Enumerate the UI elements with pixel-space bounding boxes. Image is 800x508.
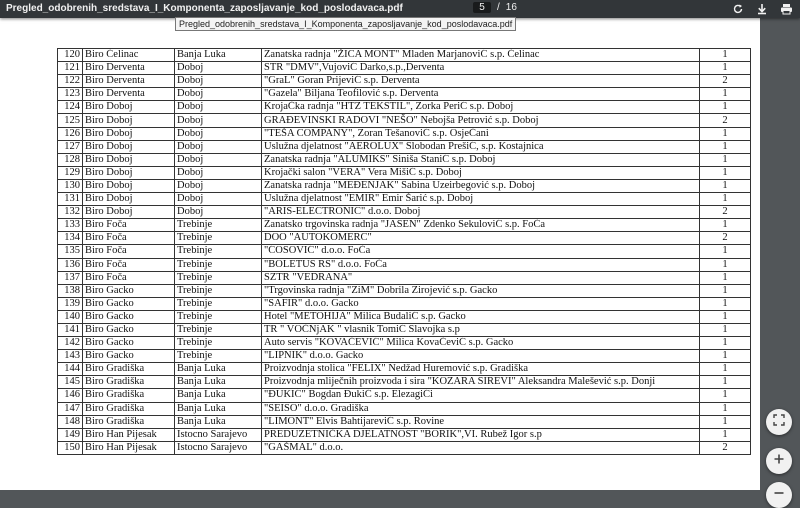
count-cell: 1 — [700, 402, 751, 415]
print-icon[interactable] — [778, 1, 794, 17]
region-cell: Doboj — [175, 206, 262, 219]
biro-cell: Biro Gradiška — [83, 402, 175, 415]
table-row — [58, 153, 751, 166]
region-cell: Doboj — [175, 179, 262, 192]
region-cell: Doboj — [175, 88, 262, 101]
row-number: 149 — [58, 428, 83, 441]
employer-cell: Uslužna djelatnost "EMIR" Emir Šarić s.p. Doboj — [262, 193, 700, 206]
employer-cell: GRAĐEVINSKI RADOVI "NEŠO" Nebojša Petrović s.p. Doboj — [262, 114, 700, 127]
count-cell: 1 — [700, 153, 751, 166]
count-cell: 1 — [700, 323, 751, 336]
count-cell: 1 — [700, 376, 751, 389]
region-cell: Doboj — [175, 140, 262, 153]
region-cell: Trebinje — [175, 350, 262, 363]
table-row — [58, 49, 751, 62]
employer-cell: PREDUZETNIČKA DJELATNOST "BORIK",VI. Rubež Igor s.p — [262, 428, 700, 441]
biro-cell: Biro Gacko — [83, 350, 175, 363]
table-row — [58, 363, 751, 376]
row-number: 126 — [58, 127, 83, 140]
biro-cell: Biro Foča — [83, 258, 175, 271]
region-cell: Trebinje — [175, 219, 262, 232]
count-cell: 1 — [700, 193, 751, 206]
current-page-input[interactable]: 5 — [473, 2, 491, 13]
count-cell: 1 — [700, 271, 751, 284]
employer-cell: Krojački salon "VERA" Vera MišiĆ s.p. Doboj — [262, 166, 700, 179]
count-cell: 1 — [700, 297, 751, 310]
biro-cell: Biro Gacko — [83, 284, 175, 297]
row-number: 131 — [58, 193, 83, 206]
table-row — [58, 140, 751, 153]
table-row — [58, 179, 751, 192]
region-cell: Trebinje — [175, 245, 262, 258]
row-number: 129 — [58, 166, 83, 179]
row-number: 142 — [58, 337, 83, 350]
count-cell: 1 — [700, 245, 751, 258]
biro-cell: Biro Gacko — [83, 297, 175, 310]
fit-page-icon — [773, 413, 785, 431]
region-cell: Banja Luka — [175, 389, 262, 402]
count-cell: 1 — [700, 166, 751, 179]
table-row — [58, 297, 751, 310]
row-number: 137 — [58, 271, 83, 284]
biro-cell: Biro Doboj — [83, 193, 175, 206]
table-row — [58, 389, 751, 402]
employer-cell: KrojaČka radnja "HTZ TEKSTIL", Zorka PeriĆ s.p. Doboj — [262, 101, 700, 114]
region-cell: Istocno Sarajevo — [175, 428, 262, 441]
region-cell: Trebinje — [175, 232, 262, 245]
row-number: 144 — [58, 363, 83, 376]
biro-cell: Biro Doboj — [83, 179, 175, 192]
employer-cell: "SAFIR" d.o.o. Gacko — [262, 297, 700, 310]
table-row — [58, 101, 751, 114]
row-number: 132 — [58, 206, 83, 219]
table-row — [58, 193, 751, 206]
table-row — [58, 310, 751, 323]
count-cell: 1 — [700, 101, 751, 114]
table-row — [58, 271, 751, 284]
biro-cell: Biro Derventa — [83, 75, 175, 88]
employer-cell: Uslužna djelatnost "AEROLUX" Slobodan PrešiĆ, s.p. Kostajnica — [262, 140, 700, 153]
count-cell: 1 — [700, 179, 751, 192]
row-number: 130 — [58, 179, 83, 192]
count-cell: 2 — [700, 114, 751, 127]
table-row — [58, 350, 751, 363]
biro-cell: Biro Foča — [83, 271, 175, 284]
biro-cell: Biro Foča — [83, 232, 175, 245]
table-row — [58, 284, 751, 297]
employer-cell: TR " VOČNjAK " vlasnik TomiĆ Slavojka s.p — [262, 323, 700, 336]
row-number: 139 — [58, 297, 83, 310]
employer-cell: "SEISO" d.o.o. Gradiška — [262, 402, 700, 415]
count-cell: 2 — [700, 75, 751, 88]
employer-cell: Proizvodnja mliječnih proizvoda i sira "KOZARA SIREVI" Aleksandra Malešević s.p. Donji — [262, 376, 700, 389]
count-cell: 1 — [700, 363, 751, 376]
count-cell: 1 — [700, 337, 751, 350]
total-pages: 16 — [505, 2, 517, 13]
employer-cell: "ĐUKIĆ" Bogdan ĐukiĆ s.p. ElezagiĆi — [262, 389, 700, 402]
row-number: 127 — [58, 140, 83, 153]
document-title: Pregled_odobrenih_sredstava_I_Komponenta_zaposljavanje_kod_poslodavaca.pdf — [6, 3, 403, 14]
table-row — [58, 441, 751, 454]
biro-cell: Biro Doboj — [83, 140, 175, 153]
biro-cell: Biro Han Pijesak — [83, 441, 175, 454]
data-table — [57, 48, 751, 455]
table-row — [58, 75, 751, 88]
region-cell: Doboj — [175, 166, 262, 179]
row-number: 145 — [58, 376, 83, 389]
row-number: 141 — [58, 323, 83, 336]
employer-cell: "BOLETUS RS" d.o.o. FoČa — [262, 258, 700, 271]
page-indicator — [473, 2, 517, 13]
region-cell: Trebinje — [175, 258, 262, 271]
biro-cell: Biro Foča — [83, 245, 175, 258]
employer-cell: "LIPNIK" d.o.o. Gacko — [262, 350, 700, 363]
rotate-icon[interactable] — [730, 1, 746, 17]
count-cell: 1 — [700, 284, 751, 297]
row-number: 135 — [58, 245, 83, 258]
region-cell: Doboj — [175, 127, 262, 140]
count-cell: 1 — [700, 49, 751, 62]
count-cell: 1 — [700, 62, 751, 75]
biro-cell: Biro Gradiška — [83, 363, 175, 376]
pdf-toolbar — [0, 0, 800, 18]
count-cell: 1 — [700, 140, 751, 153]
region-cell: Istocno Sarajevo — [175, 441, 262, 454]
table-row — [58, 219, 751, 232]
region-cell: Doboj — [175, 62, 262, 75]
employer-cell: Zanatska radnja "ALUMIKS" Siniša StaniĆ s.p. Doboj — [262, 153, 700, 166]
biro-cell: Biro Doboj — [83, 101, 175, 114]
count-cell: 1 — [700, 389, 751, 402]
table-row — [58, 232, 751, 245]
region-cell: Doboj — [175, 75, 262, 88]
region-cell: Trebinje — [175, 284, 262, 297]
biro-cell: Biro Han Pijesak — [83, 428, 175, 441]
biro-cell: Biro Doboj — [83, 127, 175, 140]
table-row — [58, 62, 751, 75]
region-cell: Trebinje — [175, 297, 262, 310]
row-number: 136 — [58, 258, 83, 271]
table-row — [58, 376, 751, 389]
row-number: 123 — [58, 88, 83, 101]
count-cell: 1 — [700, 219, 751, 232]
zoom-out-button[interactable] — [766, 482, 792, 508]
employer-cell: "GAŠMAL" d.o.o. — [262, 441, 700, 454]
filename-tooltip: Pregled_odobrenih_sredstava_I_Komponenta_zaposljavanje_kod_poslodavaca.pdf — [175, 17, 516, 31]
region-cell: Doboj — [175, 114, 262, 127]
table-row — [58, 166, 751, 179]
employer-cell: "GraL" Goran PrijeviĆ s.p. Derventa — [262, 75, 700, 88]
download-icon[interactable] — [754, 1, 770, 17]
table-row — [58, 415, 751, 428]
biro-cell: Biro Gacko — [83, 337, 175, 350]
employer-cell: Proizvodnja stolica "FELIX" Nedžad Huremović s.p. Gradiška — [262, 363, 700, 376]
region-cell: Trebinje — [175, 337, 262, 350]
employer-cell: "LIMONT" Elvis BahtijareviĆ s.p. Rovine — [262, 415, 700, 428]
biro-cell: Biro Foča — [83, 219, 175, 232]
region-cell: Trebinje — [175, 271, 262, 284]
biro-cell: Biro Čelinac — [83, 49, 175, 62]
employer-cell: "Gazela" Biljana Teofilović s.p. Derventa — [262, 88, 700, 101]
fit-page-button[interactable] — [766, 409, 792, 435]
biro-cell: Biro Doboj — [83, 153, 175, 166]
row-number: 143 — [58, 350, 83, 363]
row-number: 150 — [58, 441, 83, 454]
count-cell: 1 — [700, 350, 751, 363]
zoom-in-button[interactable] — [766, 448, 792, 474]
row-number: 147 — [58, 402, 83, 415]
table-row — [58, 127, 751, 140]
row-number: 122 — [58, 75, 83, 88]
region-cell: Trebinje — [175, 310, 262, 323]
row-number: 125 — [58, 114, 83, 127]
region-cell: Doboj — [175, 193, 262, 206]
biro-cell: Biro Doboj — [83, 206, 175, 219]
employer-cell: Zanatska radnja "ŽICA MONT" Mladen MarjanoviĆ s.p. Čelinac — [262, 49, 700, 62]
count-cell: 1 — [700, 428, 751, 441]
count-cell: 1 — [700, 127, 751, 140]
region-cell: Banja Luka — [175, 363, 262, 376]
count-cell: 1 — [700, 258, 751, 271]
table-row — [58, 402, 751, 415]
biro-cell: Biro Derventa — [83, 62, 175, 75]
biro-cell: Biro Gacko — [83, 323, 175, 336]
table-row — [58, 323, 751, 336]
biro-cell: Biro Gradiška — [83, 389, 175, 402]
region-cell: Doboj — [175, 101, 262, 114]
employer-cell: Zanatska radnja "MEĐENJAK" Sabina Uzeirbegović s.p. Doboj — [262, 179, 700, 192]
row-number: 134 — [58, 232, 83, 245]
employer-cell: SZTR "VEDRANA" — [262, 271, 700, 284]
row-number: 128 — [58, 153, 83, 166]
row-number: 138 — [58, 284, 83, 297]
employer-cell: "ARIS-ELECTRONIC" d.o.o. Doboj — [262, 206, 700, 219]
table-row — [58, 245, 751, 258]
region-cell: Doboj — [175, 153, 262, 166]
table-row — [58, 206, 751, 219]
count-cell: 1 — [700, 415, 751, 428]
employer-cell: Auto servis "KOVAČEVIĆ" Milica KovaČeviĆ s.p. Gacko — [262, 337, 700, 350]
table-row — [58, 428, 751, 441]
count-cell: 1 — [700, 310, 751, 323]
employer-cell: STR "DMV",VujoviĆ Darko,s.p.,Derventa — [262, 62, 700, 75]
table-row — [58, 337, 751, 350]
employer-cell: Zanatsko trgovinska radnja "JASEN" Zdenko SekuloviĆ s.p. FoČa — [262, 219, 700, 232]
region-cell: Banja Luka — [175, 415, 262, 428]
table-row — [58, 88, 751, 101]
row-number: 120 — [58, 49, 83, 62]
row-number: 146 — [58, 389, 83, 402]
count-cell: 1 — [700, 88, 751, 101]
row-number: 121 — [58, 62, 83, 75]
count-cell: 2 — [700, 206, 751, 219]
employer-cell: "TEŠA COMPANY", Zoran TešanoviĆ s.p. OsjeČani — [262, 127, 700, 140]
biro-cell: Biro Doboj — [83, 114, 175, 127]
row-number: 148 — [58, 415, 83, 428]
region-cell: Banja Luka — [175, 376, 262, 389]
employer-cell: Hotel "METOHIJA" Milica BudaliĆ s.p. Gacko — [262, 310, 700, 323]
count-cell: 2 — [700, 441, 751, 454]
table-row — [58, 258, 751, 271]
table-row — [58, 114, 751, 127]
row-number: 140 — [58, 310, 83, 323]
zoom-in-icon — [773, 452, 785, 470]
biro-cell: Biro Gacko — [83, 310, 175, 323]
pdf-page — [0, 18, 760, 490]
biro-cell: Biro Gradiška — [83, 376, 175, 389]
biro-cell: Biro Doboj — [83, 166, 175, 179]
page-separator: / — [497, 2, 500, 13]
employer-cell: "ĆOSOVIĆ" d.o.o. FoČa — [262, 245, 700, 258]
count-cell: 2 — [700, 232, 751, 245]
employer-cell: DOO "AUTOKOMERC" — [262, 232, 700, 245]
biro-cell: Biro Gradiška — [83, 415, 175, 428]
biro-cell: Biro Derventa — [83, 88, 175, 101]
row-number: 133 — [58, 219, 83, 232]
region-cell: Banja Luka — [175, 402, 262, 415]
region-cell: Banja Luka — [175, 49, 262, 62]
zoom-out-icon — [773, 486, 785, 504]
employer-cell: "Trgovinska radnja "ZiM" Dobrila Zirojević s.p. Gacko — [262, 284, 700, 297]
row-number: 124 — [58, 101, 83, 114]
region-cell: Trebinje — [175, 323, 262, 336]
